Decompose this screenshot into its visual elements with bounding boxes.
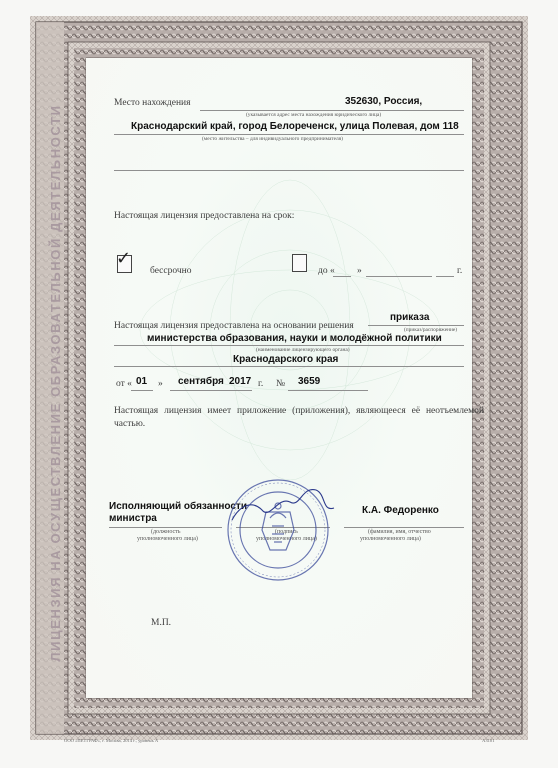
date-from: от « (116, 379, 132, 389)
location-hint-2: (место жительства – для индивидуального предпринимателя) (202, 136, 343, 142)
until-mid: » (357, 266, 362, 276)
date-month: сентября (178, 376, 224, 387)
signature-hint-1: (подпись (275, 529, 298, 535)
date-year: 2017 (229, 376, 252, 387)
appendix-text: Настоящая лицензия имеет приложение (приложения), являющееся её неотъемлемой частью. (114, 406, 484, 429)
side-title: ЛИЦЕНЗИЯ НА ОСУЩЕСТВЛЕНИЕ ОБРАЗОВАТЕЛЬНОЙ ДЕЯТЕЛЬНОСТИ (48, 104, 63, 662)
name-hint-2: уполномоченного лица) (360, 536, 421, 542)
basis-label: Настоящая лицензия предоставлена на основании решения (114, 321, 354, 331)
authority-hint: (наименование лицензирующего органа) (256, 347, 350, 353)
doc-type-hint: (приказ/распоряжение) (404, 327, 458, 333)
position-line-1: Исполняющий обязанности (109, 501, 247, 512)
position-line-2: министра (109, 513, 157, 524)
date-day: 01 (136, 376, 148, 387)
doc-type-value: приказа (390, 312, 430, 323)
position-hint-1: (должность (151, 529, 181, 535)
authority-value-1: министерства образования, науки и молодёжной политики (147, 333, 442, 344)
location-value-1: 352630, Россия, (345, 96, 423, 107)
authority-value-2: Краснодарского края (233, 354, 339, 365)
date-day-close: » (158, 379, 163, 389)
until-suffix: г. (457, 266, 463, 276)
footer-code: А3101 (482, 738, 495, 743)
date-year-suffix: г. (258, 379, 264, 389)
location-value-2: Краснодарский край, город Белореченск, улица Полевая, дом 118 (131, 121, 459, 132)
official-name: К.А. Федоренко (362, 505, 439, 516)
name-hint-1: (фамилия, имя, отчество (368, 529, 431, 535)
location-hint-1: (указывается адрес места нахождения юридического лица) (246, 112, 382, 118)
until-prefix: до « (318, 266, 335, 276)
footer-printer: ООО «ПЕТГРАФ», г. Москва, 2014 г., уровень А (64, 738, 159, 743)
signature-hint-2: уполномоченного лица) (256, 536, 317, 542)
position-hint-2: уполномоченного лица) (137, 536, 198, 542)
term-label: Настоящая лицензия предоставлена на срок: (114, 211, 295, 221)
checkmark-icon: ✓ (116, 248, 132, 269)
indefinite-label: бессрочно (150, 266, 192, 276)
decree-number: 3659 (298, 376, 321, 387)
stamp-place-label: М.П. (151, 618, 172, 628)
number-sign: № (276, 379, 286, 389)
location-label: Место нахождения (114, 98, 191, 108)
